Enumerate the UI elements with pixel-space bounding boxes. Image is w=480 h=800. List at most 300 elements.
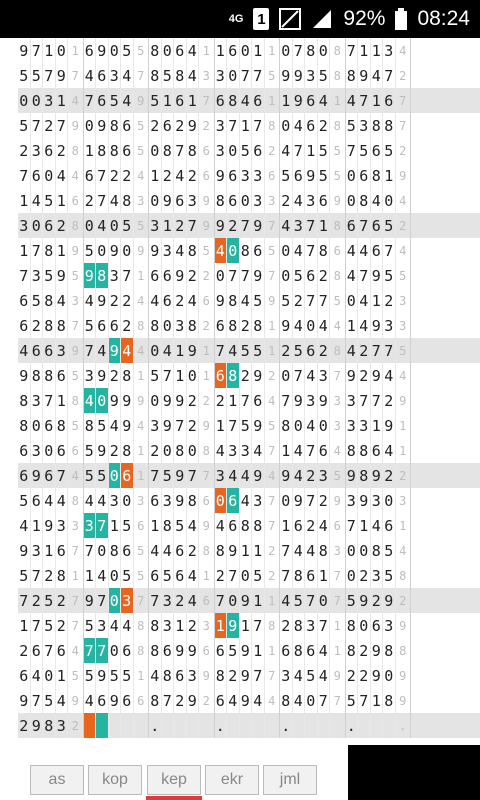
check-digit: 1 — [199, 363, 215, 388]
check-digit — [330, 713, 346, 738]
digit-cell: 9 — [162, 188, 175, 213]
digit-cell: 2 — [56, 588, 69, 613]
digit-cell: 4 — [383, 363, 396, 388]
table-row — [18, 588, 480, 613]
digit-cell: 8 — [174, 438, 187, 463]
digit-cell: 8 — [149, 63, 162, 88]
digit-cell: 7 — [280, 563, 293, 588]
digit-cell: 0 — [109, 563, 122, 588]
digit-cell: 5 — [162, 563, 175, 588]
check-digit: 5 — [199, 238, 215, 263]
digit-cell: 4 — [293, 538, 306, 563]
digit-cell: 4 — [31, 188, 44, 213]
digit-cell: 7 — [305, 588, 318, 613]
digit-cell: 3 — [215, 463, 228, 488]
digit-cell: 0 — [346, 563, 359, 588]
check-digit: 4 — [330, 438, 346, 463]
check-digit: 8 — [265, 613, 281, 638]
table-row — [18, 138, 480, 163]
digit-cell: 6 — [305, 88, 318, 113]
digit-cell: 3 — [31, 538, 44, 563]
digit-cell — [162, 713, 175, 738]
digit-cell: 7 — [240, 388, 253, 413]
digit-cell: 9 — [149, 238, 162, 263]
digit-cell: 9 — [252, 263, 265, 288]
table-row — [18, 163, 480, 188]
digit-cell: 2 — [56, 613, 69, 638]
check-digit: 3 — [199, 613, 215, 638]
digit-cell: 2 — [109, 163, 122, 188]
digit-cell: 8 — [240, 238, 253, 263]
digit-cell: 7 — [371, 338, 384, 363]
check-digit: 1 — [265, 88, 281, 113]
digit-cell: 6 — [56, 638, 69, 663]
digit-cell: 8 — [252, 513, 265, 538]
digit-cell — [240, 713, 253, 738]
digit-cell: 3 — [240, 163, 253, 188]
check-digit: 1 — [265, 38, 281, 63]
check-digit: 6 — [199, 163, 215, 188]
digit-cell: 9 — [252, 413, 265, 438]
digit-cell: 0 — [149, 188, 162, 213]
digit-cell: 8 — [293, 613, 306, 638]
digit-cell: 1 — [371, 288, 384, 313]
digit-cell: 4 — [293, 688, 306, 713]
digit-cell: 6 — [174, 563, 187, 588]
digit-cell: 8 — [318, 238, 331, 263]
check-digit: 3 — [134, 188, 150, 213]
digit-cell: 0 — [305, 688, 318, 713]
check-digit: 1 — [199, 563, 215, 588]
digit-cell: 1 — [31, 513, 44, 538]
check-digit: 1 — [265, 638, 281, 663]
kep-button[interactable]: kep — [147, 765, 201, 795]
digit-cell: 1 — [346, 313, 359, 338]
digit-cell: 6 — [121, 688, 134, 713]
digit-cell: 3 — [305, 388, 318, 413]
digit-cell: 4 — [149, 288, 162, 313]
jml-button[interactable]: jml — [263, 765, 317, 795]
digit-cell: 7 — [162, 363, 175, 388]
digit-cell: 2 — [187, 263, 200, 288]
table-row — [18, 488, 480, 513]
check-digit: 8 — [265, 113, 281, 138]
digit-cell: 1 — [174, 338, 187, 363]
digit-cell: 5 — [121, 38, 134, 63]
digit-cell: 4 — [318, 638, 331, 663]
digit-cell: 0 — [43, 163, 56, 188]
digit-cell: 4 — [121, 88, 134, 113]
digit-cell: 1 — [280, 88, 293, 113]
digit-cell: 5 — [149, 363, 162, 388]
digit-cell: 0 — [96, 238, 109, 263]
digit-cell: 4 — [383, 438, 396, 463]
digit-cell: 8 — [162, 138, 175, 163]
digit-cell: 3 — [215, 113, 228, 138]
digit-cell: 5 — [280, 163, 293, 188]
check-digit: 7 — [330, 363, 346, 388]
digit-cell: 8 — [346, 613, 359, 638]
digit-cell: 5 — [346, 113, 359, 138]
digit-cell: 0 — [31, 213, 44, 238]
digit-cell: 5 — [383, 263, 396, 288]
check-digit: 7 — [68, 588, 84, 613]
table-row — [18, 363, 480, 388]
digit-cell: 1 — [240, 613, 253, 638]
active-tab-indicator — [146, 796, 202, 800]
digit-cell: 4 — [280, 138, 293, 163]
digit-cell: 3 — [346, 388, 359, 413]
digit-cell: 3 — [240, 438, 253, 463]
check-digit: 1 — [396, 513, 412, 538]
digit-cell: 9 — [346, 463, 359, 488]
digit-cell: 4 — [162, 338, 175, 363]
digit-cell: . — [280, 713, 293, 738]
digit-cell: 7 — [18, 163, 31, 188]
digit-cell: 3 — [187, 663, 200, 688]
digit-cell: 4 — [56, 488, 69, 513]
digit-cell: 5 — [346, 688, 359, 713]
check-digit: 5 — [134, 538, 150, 563]
check-digit: 2 — [199, 113, 215, 138]
digit-cell: 5 — [43, 263, 56, 288]
digit-cell: 0 — [383, 188, 396, 213]
digit-cell: 9 — [240, 688, 253, 713]
digit-cell: 6 — [96, 88, 109, 113]
digit-cell: 4 — [56, 688, 69, 713]
digit-cell: 8 — [280, 688, 293, 713]
digit-cell: 9 — [187, 338, 200, 363]
check-digit: 3 — [265, 188, 281, 213]
check-digit: 8 — [330, 213, 346, 238]
digit-cell: 4 — [43, 488, 56, 513]
digit-cell: 5 — [149, 88, 162, 113]
digit-cell: 0 — [383, 488, 396, 513]
digit-cell: 0 — [346, 538, 359, 563]
digit-cell: 9 — [383, 588, 396, 613]
digit-cell: 5 — [227, 638, 240, 663]
digit-cell: 4 — [280, 588, 293, 613]
digit-cell: 9 — [293, 63, 306, 88]
digit-cell: 2 — [43, 113, 56, 138]
digit-cell: 4 — [358, 313, 371, 338]
digit-cell: 5 — [84, 613, 97, 638]
digit-cell: 6 — [31, 163, 44, 188]
digit-cell: 5 — [240, 413, 253, 438]
digit-cell: 4 — [371, 513, 384, 538]
digit-cell: 5 — [84, 438, 97, 463]
check-digit: 7 — [68, 313, 84, 338]
check-digit: 7 — [330, 588, 346, 613]
check-digit: 9 — [199, 513, 215, 538]
digit-cell: 3 — [162, 238, 175, 263]
digit-cell: 4 — [18, 338, 31, 363]
digit-cell: 9 — [358, 588, 371, 613]
digit-cell: 8 — [31, 363, 44, 388]
check-digit: 2 — [199, 313, 215, 338]
check-digit: 1 — [330, 88, 346, 113]
digit-cell: 4 — [240, 288, 253, 313]
digit-cell: 7 — [252, 613, 265, 638]
digit-cell: 9 — [318, 388, 331, 413]
digit-cell: 8 — [121, 438, 134, 463]
digit-cell: 0 — [162, 313, 175, 338]
digit-cell: 6 — [371, 438, 384, 463]
digit-cell: 1 — [56, 88, 69, 113]
digit-cell: 7 — [31, 113, 44, 138]
digit-cell: 6 — [96, 63, 109, 88]
digit-cell: 7 — [56, 463, 69, 488]
digit-cell: 6 — [56, 538, 69, 563]
check-digit: 7 — [396, 88, 412, 113]
digit-cell: 6 — [227, 163, 240, 188]
check-digit: 6 — [134, 513, 150, 538]
digit-cell: 9 — [383, 413, 396, 438]
check-digit: 3 — [396, 288, 412, 313]
digit-cell: 2 — [358, 638, 371, 663]
digit-cell — [174, 713, 187, 738]
check-digit: 2 — [396, 588, 412, 613]
digit-cell: 4 — [56, 288, 69, 313]
digit-cell — [318, 713, 331, 738]
check-digit: 9 — [68, 238, 84, 263]
check-digit: 4 — [265, 688, 281, 713]
digit-cell: 6 — [371, 138, 384, 163]
digit-cell: 7 — [346, 38, 359, 63]
check-digit: 6 — [199, 638, 215, 663]
digit-cell: 1 — [43, 538, 56, 563]
check-digit — [265, 713, 281, 738]
digit-cell: 1 — [149, 163, 162, 188]
digit-cell: 6 — [318, 438, 331, 463]
digit-cell: 2 — [18, 638, 31, 663]
digit-cell: 7 — [84, 338, 97, 363]
kop-button[interactable]: kop — [88, 765, 142, 795]
ekr-button[interactable]: ekr — [205, 765, 259, 795]
digit-cell: 4 — [318, 663, 331, 688]
digit-cell: 7 — [43, 63, 56, 88]
digit-cell: 7 — [383, 238, 396, 263]
check-digit: 8 — [330, 113, 346, 138]
digit-cell: 0 — [215, 263, 228, 288]
digit-cell: 7 — [240, 213, 253, 238]
digit-cell: 8 — [358, 188, 371, 213]
digit-cell: 7 — [346, 513, 359, 538]
digit-cell: 0 — [149, 138, 162, 163]
digit-cell: 8 — [305, 38, 318, 63]
check-digit: 4 — [68, 463, 84, 488]
digit-cell: 4 — [96, 563, 109, 588]
table-row — [18, 313, 480, 338]
check-digit: 4 — [134, 163, 150, 188]
digit-cell: 0 — [346, 288, 359, 313]
digit-cell: 0 — [31, 88, 44, 113]
digit-cell: 6 — [121, 638, 134, 663]
digit-cell: 6 — [215, 638, 228, 663]
digit-cell: 7 — [383, 338, 396, 363]
digit-cell: 6 — [162, 288, 175, 313]
check-digit: 5 — [330, 463, 346, 488]
digit-cell: 7 — [174, 413, 187, 438]
digit-cell: 8 — [215, 538, 228, 563]
digit-cell: 7 — [240, 263, 253, 288]
digit-cell: 6 — [227, 38, 240, 63]
digit-cell: 2 — [227, 663, 240, 688]
digit-cell: 4 — [358, 288, 371, 313]
digit-cell: 5 — [383, 563, 396, 588]
digit-cell: 0 — [84, 213, 97, 238]
table-row — [18, 438, 480, 463]
digit-cell: 1 — [18, 613, 31, 638]
digit-cell: 8 — [149, 638, 162, 663]
digit-cell: 5 — [43, 613, 56, 638]
check-digit: 5 — [134, 138, 150, 163]
digit-cell: 3 — [31, 138, 44, 163]
digit-cell: 4 — [240, 488, 253, 513]
digit-cell: 4 — [305, 413, 318, 438]
digit-cell: 0 — [121, 488, 134, 513]
check-digit: 3 — [68, 288, 84, 313]
digit-cell: 2 — [318, 488, 331, 513]
digit-cell: 9 — [187, 688, 200, 713]
digit-cell: 8 — [240, 513, 253, 538]
digit-cell: 1 — [187, 88, 200, 113]
digit-cell: 1 — [371, 688, 384, 713]
digit-cell: 5 — [84, 463, 97, 488]
digit-cell: 6 — [174, 538, 187, 563]
check-digit: 2 — [199, 388, 215, 413]
digit-cell: 6 — [84, 38, 97, 63]
digit-cell: 7 — [227, 413, 240, 438]
digit-cell: 6 — [305, 563, 318, 588]
check-digit: 6 — [199, 588, 215, 613]
digit-cell: 1 — [84, 563, 97, 588]
check-digit: 7 — [68, 613, 84, 638]
table-row — [18, 463, 480, 488]
no-signal-icon — [279, 8, 301, 30]
digit-cell: 4 — [280, 213, 293, 238]
digit-cell: 2 — [109, 438, 122, 463]
check-digit: 8 — [68, 213, 84, 238]
digit-cell: 8 — [18, 413, 31, 438]
digit-cell: . — [346, 713, 359, 738]
as-button[interactable]: as — [30, 765, 84, 795]
digit-cell: 1 — [174, 613, 187, 638]
table-row — [18, 388, 480, 413]
digit-cell: 9 — [358, 63, 371, 88]
digit-cell — [187, 713, 200, 738]
digit-cell: 7 — [293, 138, 306, 163]
digit-cell: 4 — [252, 438, 265, 463]
digit-cell: 9 — [252, 363, 265, 388]
digit-cell: 3 — [84, 363, 97, 388]
check-digit: 8 — [199, 538, 215, 563]
digit-cell: 0 — [358, 613, 371, 638]
digit-cell: 5 — [84, 313, 97, 338]
check-digit: 5 — [68, 363, 84, 388]
table-row — [18, 88, 480, 113]
digit-cell: 6 — [293, 513, 306, 538]
digit-cell: 2 — [240, 363, 253, 388]
digit-cell: 9 — [240, 663, 253, 688]
digit-cell: 0 — [215, 488, 228, 513]
check-digit: 9 — [330, 488, 346, 513]
digit-cell: 3 — [121, 588, 134, 613]
digit-cell: 6 — [305, 338, 318, 363]
digit-cell: 4 — [96, 338, 109, 363]
digit-cell: 9 — [96, 438, 109, 463]
check-digit: 4 — [68, 638, 84, 663]
digit-cell: 1 — [280, 513, 293, 538]
digit-cell: 7 — [31, 38, 44, 63]
check-digit: 2 — [265, 538, 281, 563]
digit-cell: 9 — [215, 288, 228, 313]
digit-cell: 4 — [215, 438, 228, 463]
digit-cell: 5 — [240, 338, 253, 363]
digit-cell: 0 — [358, 538, 371, 563]
digit-cell: 5 — [18, 63, 31, 88]
check-digit: . — [396, 713, 412, 738]
digit-cell: 6 — [109, 313, 122, 338]
digit-cell: 6 — [56, 363, 69, 388]
check-digit: 1 — [68, 38, 84, 63]
digit-cell: 6 — [56, 438, 69, 463]
digit-cell: 5 — [84, 663, 97, 688]
digit-cell: 0 — [227, 238, 240, 263]
digit-cell: 6 — [121, 463, 134, 488]
check-digit: 8 — [68, 388, 84, 413]
check-digit: 1 — [134, 463, 150, 488]
check-digit: 5 — [265, 238, 281, 263]
digit-cell: 8 — [109, 138, 122, 163]
digit-cell: 4 — [162, 538, 175, 563]
digit-cell: 4 — [187, 288, 200, 313]
digit-cell: 0 — [109, 213, 122, 238]
digit-cell: 5 — [252, 563, 265, 588]
digit-cell: 6 — [162, 263, 175, 288]
digit-cell: 1 — [56, 388, 69, 413]
digit-cell: 6 — [215, 313, 228, 338]
digit-cell: 2 — [174, 113, 187, 138]
digit-cell: 4 — [227, 463, 240, 488]
digit-cell: 4 — [187, 513, 200, 538]
digit-cell: 1 — [252, 538, 265, 563]
digit-cell: 9 — [371, 313, 384, 338]
digit-cell: 6 — [346, 213, 359, 238]
digit-cell: 6 — [227, 488, 240, 513]
digit-cell: 3 — [18, 213, 31, 238]
digit-cell: 6 — [18, 288, 31, 313]
digit-cell: 8 — [84, 413, 97, 438]
digit-cell: 1 — [18, 238, 31, 263]
digit-cell: 3 — [383, 313, 396, 338]
digit-cell: 7 — [358, 213, 371, 238]
digit-cell: 1 — [383, 163, 396, 188]
digit-cell: 9 — [252, 463, 265, 488]
digit-cell: 0 — [18, 88, 31, 113]
digit-cell: 2 — [293, 288, 306, 313]
digit-cell: 0 — [109, 588, 122, 613]
digit-cell: 5 — [109, 88, 122, 113]
check-digit: 1 — [396, 438, 412, 463]
digit-cell: 7 — [252, 663, 265, 688]
digit-cell: 2 — [383, 463, 396, 488]
check-digit: 1 — [68, 563, 84, 588]
digit-cell: 4 — [305, 538, 318, 563]
digit-cell: 7 — [84, 638, 97, 663]
digit-cell: 4 — [84, 688, 97, 713]
digit-cell: 5 — [252, 288, 265, 313]
